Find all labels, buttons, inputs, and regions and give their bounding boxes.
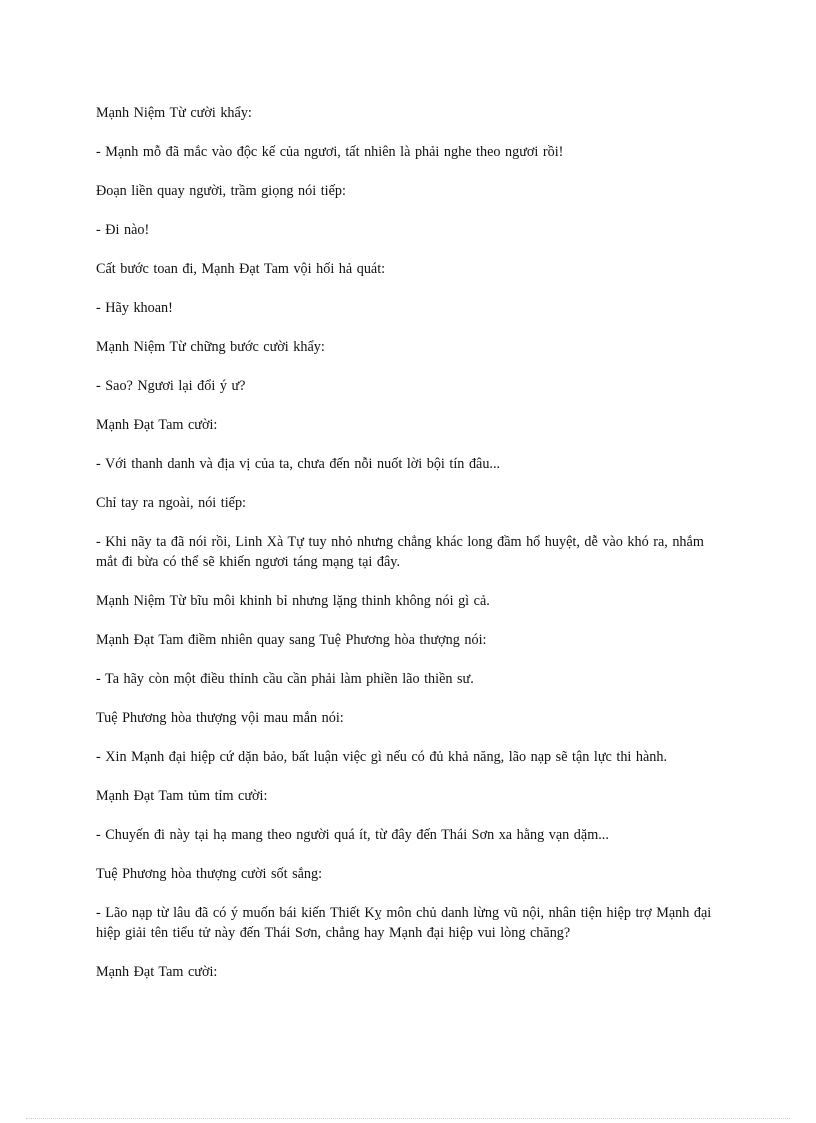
paragraph: Mạnh Đạt Tam cười: <box>96 417 218 433</box>
paragraph: Đoạn liền quay người, trầm giọng nói tiếp: <box>96 183 346 199</box>
paragraph: - Ta hãy còn một điều thỉnh cầu cần phải làm phiền lão thiền sư. <box>96 671 474 687</box>
paragraph: Mạnh Đạt Tam tủm tỉm cười: <box>96 788 268 804</box>
paragraph: - Sao? Ngươi lại đổi ý ư? <box>96 378 246 394</box>
paragraph: Chỉ tay ra ngoài, nói tiếp: <box>96 495 246 511</box>
paragraph: - Lão nạp từ lâu đã có ý muốn bái kiến Thiết Kỵ môn chủ danh lừng vũ nội, nhân tiện hiệp trợ Mạnh đại hiệp giải tên tiểu tử này đến Thái Sơn, chẳng hay Mạnh đại hiệp vui lòng chăng? <box>96 905 712 941</box>
paragraph: - Khi nãy ta đã nói rồi, Linh Xà Tự tuy nhỏ nhưng chẳng khác long đầm hổ huyệt, dễ vào khó ra, nhắm mắt đi bừa có thể sẽ khiến ngươi táng mạng tại đây. <box>96 534 704 570</box>
paragraph: Mạnh Đạt Tam cười: <box>96 964 218 980</box>
paragraph: Mạnh Niệm Từ chững bước cười khẩy: <box>96 339 325 355</box>
paragraph: - Mạnh mỗ đã mắc vào độc kế của ngươi, tất nhiên là phải nghe theo ngươi rồi! <box>96 144 564 160</box>
paragraph: Tuệ Phương hòa thượng cười sốt sắng: <box>96 866 323 882</box>
document-body <box>96 103 726 1001</box>
paragraph: - Hãy khoan! <box>96 300 173 316</box>
paragraph: Mạnh Niệm Từ cười khẩy: <box>96 105 252 121</box>
paragraph: - Chuyến đi này tại hạ mang theo người quá ít, từ đây đến Thái Sơn xa hằng vạn dặm... <box>96 827 609 843</box>
paragraph: Cất bước toan đi, Mạnh Đạt Tam vội hối hả quát: <box>96 261 386 277</box>
paragraph: Tuệ Phương hòa thượng vội mau mắn nói: <box>96 710 344 726</box>
paragraph: - Xin Mạnh đại hiệp cứ dặn bảo, bất luận việc gì nếu có đủ khả năng, lão nạp sẽ tận lực thi hành. <box>96 749 668 765</box>
paragraph: Mạnh Đạt Tam điềm nhiên quay sang Tuệ Phương hòa thượng nói: <box>96 632 487 648</box>
paragraph: Mạnh Niệm Từ bĩu môi khinh bỉ nhưng lặng thinh không nói gì cả. <box>96 593 490 609</box>
paragraph: - Đi nào! <box>96 222 150 238</box>
paragraph: - Với thanh danh và địa vị của ta, chưa đến nỗi nuốt lời bội tín đâu... <box>96 456 501 472</box>
page-bottom-divider <box>26 1118 790 1119</box>
